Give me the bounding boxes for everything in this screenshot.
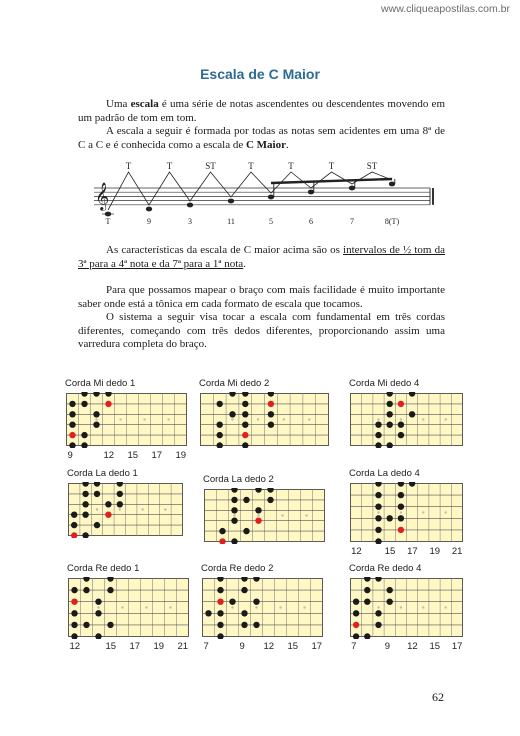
interval-label: T	[328, 161, 335, 171]
fret-number: 7	[351, 641, 357, 652]
scale-note-dot	[242, 401, 248, 407]
fret-marker	[281, 514, 283, 516]
scale-note-dot	[375, 504, 381, 510]
scale-note-dot	[268, 422, 274, 428]
fret-marker	[377, 606, 379, 608]
page-title: Escala de C Maior	[200, 66, 320, 82]
fret-marker	[233, 514, 235, 516]
scale-note-dot	[353, 599, 359, 605]
scale-note-dot	[94, 491, 100, 497]
note-degree-labels	[106, 217, 400, 226]
fret-marker	[121, 606, 123, 608]
scale-note-dot	[71, 587, 77, 593]
fret-number: 12	[351, 546, 362, 557]
fret-marker	[422, 606, 424, 608]
root-note-dot	[255, 518, 261, 524]
scale-staff-diagram	[0, 0, 520, 240]
scale-note-dot	[83, 587, 89, 593]
paragraph-characteristics: As características da escala de C maior acima são os intervalos de ½ tom da 3ª para a 4ª nota e da 7ª para a 1ª nota.	[78, 244, 445, 270]
fret-marker	[169, 606, 171, 608]
note-beam	[271, 179, 392, 183]
interval-label: T	[248, 161, 254, 171]
scale-note	[228, 199, 234, 204]
fret-number: 12	[263, 641, 275, 652]
fret-number: 17	[407, 546, 418, 557]
fret-number: 15	[429, 641, 441, 652]
scale-note-dot	[255, 507, 261, 513]
scale-note-dot	[81, 401, 87, 407]
fretboard-label: Corda Mi dedo 1	[65, 378, 136, 389]
fret-number: 12	[69, 641, 81, 652]
root-note-dot	[69, 432, 75, 438]
fret-number: 15	[384, 546, 396, 557]
fretboard-label: Corda Mi dedo 4	[349, 378, 420, 389]
degree-label: 6	[309, 217, 313, 226]
fret-number: 9	[239, 641, 245, 652]
fret-marker	[96, 508, 98, 510]
scale-note-dot	[217, 610, 223, 616]
scale-note-dot	[82, 501, 88, 507]
fretboard-diagram	[349, 482, 465, 544]
fretboard-label: Corda Re dedo 1	[67, 563, 140, 574]
scale-note-dot	[229, 411, 235, 417]
scale-note-dot	[219, 528, 225, 534]
scale-note-dot	[243, 528, 249, 534]
scale-note-dot	[241, 587, 247, 593]
interval-label: ST	[205, 161, 216, 171]
fret-number: 12	[103, 450, 115, 461]
scale-note-dot	[93, 411, 99, 417]
scale-note-dot	[398, 515, 404, 521]
fret-number: 19	[429, 546, 441, 557]
fret-marker	[422, 418, 424, 420]
scale-note-dot	[81, 432, 87, 438]
scale-note-dot	[95, 610, 101, 616]
scale-note-dot	[387, 401, 393, 407]
scale-note-dot	[231, 497, 237, 503]
scale-note-dot	[217, 432, 223, 438]
scale-note-dot	[217, 422, 223, 428]
scale-note-dot	[375, 492, 381, 498]
scale-note-dot	[107, 587, 113, 593]
degree-label: 11	[227, 217, 235, 226]
fretboard-diagram	[201, 577, 325, 639]
fretboard-diagram	[349, 577, 465, 639]
fret-number: 17	[129, 641, 141, 652]
fret-number: 21	[177, 641, 189, 652]
fret-number: 19	[153, 641, 165, 652]
fret-number: 19	[175, 450, 187, 461]
fret-marker	[308, 418, 310, 420]
fret-number: 15	[127, 450, 139, 461]
scale-note-dot	[205, 610, 211, 616]
scale-note-dot	[95, 599, 101, 605]
scale-note-dot	[375, 515, 381, 521]
scale-note-dot	[375, 432, 381, 438]
scale-note-dot	[71, 512, 77, 518]
fretboard-diagram	[67, 577, 191, 639]
fretboard-label: Corda Re dedo 2	[201, 563, 274, 574]
fret-marker	[255, 606, 257, 608]
fret-number: 15	[287, 641, 299, 652]
root-note-dot	[398, 401, 404, 407]
scale-note	[349, 186, 355, 191]
scale-note-dot	[69, 422, 75, 428]
interval-label: T	[288, 161, 294, 171]
scale-note-dot	[375, 610, 381, 616]
scale-note	[187, 203, 193, 208]
fret-marker	[445, 418, 447, 420]
fretboard-diagram	[199, 392, 331, 448]
scale-note-dot	[217, 587, 223, 593]
root-note-dot	[105, 401, 111, 407]
scale-note-dot	[82, 491, 88, 497]
interval-label: ST	[366, 161, 378, 171]
fretboard-label: Corda La dedo 2	[203, 474, 274, 485]
fret-marker	[445, 606, 447, 608]
fret-marker	[257, 418, 259, 420]
scale-note	[146, 207, 152, 212]
interval-label: T	[166, 161, 173, 171]
scale-note-dot	[268, 411, 274, 417]
degree-label: 7	[350, 217, 354, 226]
scale-note-dot	[241, 610, 247, 616]
fret-marker	[303, 606, 305, 608]
scale-note-dot	[387, 422, 393, 428]
scale-note-dot	[375, 422, 381, 428]
scale-note-dot	[364, 587, 370, 593]
fret-marker	[377, 511, 379, 513]
scale-note-dot	[69, 411, 75, 417]
scale-note	[308, 190, 314, 195]
scale-note-dot	[409, 411, 415, 417]
scale-note-dot	[267, 497, 273, 503]
scale-note-dot	[387, 411, 393, 417]
scale-note-dot	[375, 622, 381, 628]
root-note-dot	[71, 599, 77, 605]
fret-marker	[257, 514, 259, 516]
fret-marker	[400, 606, 402, 608]
scale-note-dot	[117, 501, 123, 507]
scale-note-dot	[71, 610, 77, 616]
fret-number: 15	[105, 641, 117, 652]
fret-marker	[145, 606, 147, 608]
fretboard-label: Corda Re dedo 4	[349, 563, 422, 574]
scale-note-dot	[241, 622, 247, 628]
scale-note-dot	[117, 491, 123, 497]
scale-note-dot	[364, 599, 370, 605]
fret-number: 17	[451, 641, 463, 652]
scale-note-dot	[398, 492, 404, 498]
fretboard-diagram	[65, 392, 189, 448]
paragraph-scale-definition: Uma escala é uma série de notas ascendentes ou descendentes movendo em um padrão de tom em tom. A escala a seguir é formada por todas as notas sem acidentes em uma 8ª de C a C e é conhecida como a escala de C Maior.	[78, 98, 446, 151]
interval-zigzag	[108, 172, 392, 210]
staff-lines	[94, 183, 433, 211]
fret-marker	[283, 418, 285, 420]
root-note-dot	[268, 401, 274, 407]
scale-note-dot	[69, 401, 75, 407]
interval-label: T	[125, 161, 132, 171]
degree-label: T	[105, 217, 111, 226]
scale-note-dot	[353, 610, 359, 616]
fretboard-label: Corda La dedo 4	[349, 468, 420, 479]
scale-note-dot	[375, 527, 381, 533]
fret-marker	[422, 511, 424, 513]
fret-marker	[231, 606, 233, 608]
fret-marker	[377, 418, 379, 420]
root-note-dot	[217, 599, 223, 605]
scale-notes	[102, 179, 395, 216]
scale-note-dot	[253, 622, 259, 628]
fret-marker	[400, 511, 402, 513]
scale-note-dot	[71, 522, 77, 528]
scale-note-dot	[217, 401, 223, 407]
scale-note-dot	[71, 622, 77, 628]
scale-note-dot	[398, 422, 404, 428]
fret-number: 12	[407, 641, 418, 652]
fretboard-label: Corda Mi dedo 2	[199, 378, 270, 389]
scale-note-dot	[398, 504, 404, 510]
fret-number: 17	[151, 450, 163, 461]
paragraph-mapping: Para que possamos mapear o braço com mais facilidade é muito importante saber onde está a tônica em cada formato de escala que tocamos. O sistema a seguir visa tocar a escala com fundamental em três cordas diferentes, começando com três dedos diferentes, proporcionando assim uma varredura completa do braço.	[78, 284, 445, 350]
fretboard-label: Corda La dedo 1	[67, 468, 138, 479]
fret-marker	[305, 514, 307, 516]
fret-marker	[231, 418, 233, 420]
fret-marker	[119, 418, 121, 420]
fret-marker	[97, 606, 99, 608]
degree-label: 5	[269, 217, 273, 226]
scale-note-dot	[107, 622, 113, 628]
root-note-dot	[105, 512, 111, 518]
fretboard-diagram	[349, 392, 465, 448]
scale-note-dot	[242, 411, 248, 417]
scale-note-dot	[387, 599, 393, 605]
fret-marker	[143, 418, 145, 420]
scale-note-dot	[387, 587, 393, 593]
page-number: 62	[432, 690, 444, 704]
fret-marker	[400, 418, 402, 420]
fretboard-diagram	[67, 482, 185, 538]
fret-number: 7	[203, 641, 209, 652]
degree-label: 9	[147, 217, 151, 226]
scale-note-dot	[398, 432, 404, 438]
root-note-dot	[353, 622, 359, 628]
scale-note	[105, 212, 111, 217]
scale-note-dot	[253, 599, 259, 605]
fret-marker	[279, 606, 281, 608]
fret-marker	[119, 508, 121, 510]
scale-note-dot	[243, 497, 249, 503]
fret-number: 9	[384, 641, 390, 652]
scale-note-dot	[242, 422, 248, 428]
fret-marker	[141, 508, 143, 510]
scale-note-dot	[231, 518, 237, 524]
scale-note-dot	[229, 599, 235, 605]
fretboard-diagram	[203, 488, 327, 544]
fret-marker	[167, 418, 169, 420]
scale-note-dot	[82, 512, 88, 518]
interval-labels	[126, 161, 378, 171]
root-note-dot	[398, 527, 404, 533]
treble-clef: 𝄞	[95, 184, 110, 210]
scale-note-dot	[231, 507, 237, 513]
scale-note	[268, 195, 274, 200]
scale-note-dot	[83, 622, 89, 628]
fret-marker	[164, 508, 166, 510]
interval-zigzag-line	[108, 172, 392, 210]
site-url: www.cliqueapostilas.com.br	[381, 3, 510, 15]
scale-note-dot	[387, 515, 393, 521]
fret-number: 21	[451, 546, 463, 557]
fret-number: 9	[67, 450, 73, 461]
fret-marker	[445, 511, 447, 513]
scale-note	[389, 182, 395, 187]
root-note-dot	[242, 432, 248, 438]
degree-label: 8(T)	[384, 217, 400, 226]
fret-marker	[95, 418, 97, 420]
scale-note-dot	[94, 522, 100, 528]
degree-label: 3	[188, 217, 192, 226]
scale-note-dot	[217, 622, 223, 628]
fret-number: 17	[311, 641, 323, 652]
scale-note-dot	[105, 501, 111, 507]
scale-note-dot	[93, 422, 99, 428]
